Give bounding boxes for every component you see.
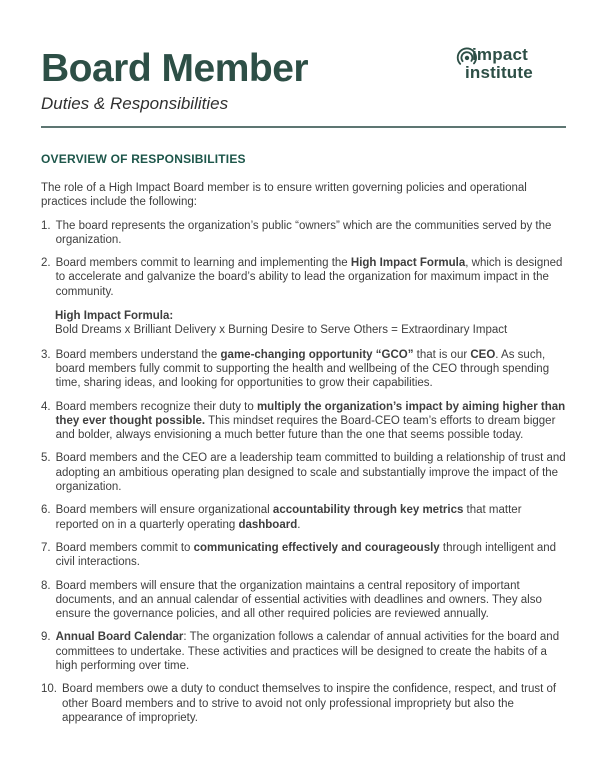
formula-heading: High Impact Formula: bbox=[55, 310, 174, 323]
logo-wordmark-line1: impact bbox=[472, 45, 528, 64]
section-heading: OVERVIEW OF RESPONSIBILITIES bbox=[41, 152, 246, 166]
list-item-text: Board members and the CEO are a leadership team committed to building a relationship of trust and adopting an ambitious operating plan designed to scale and substantially improve the impact of the organization. bbox=[55, 452, 566, 494]
list-item-number: 7. bbox=[41, 541, 51, 554]
list-item bbox=[41, 219, 566, 248]
impact-institute-logo bbox=[456, 46, 552, 82]
formula-block bbox=[55, 309, 566, 338]
list-item-text: Board members will ensure organizational accountability through key metrics that matter reported on in a quarterly operating dashboard. bbox=[55, 504, 522, 531]
list-item-number: 3. bbox=[41, 348, 51, 361]
list-item bbox=[41, 400, 566, 443]
page-title: Board Member bbox=[41, 47, 309, 90]
logo-wordmark-line2: institute bbox=[465, 63, 533, 82]
header bbox=[41, 45, 566, 114]
list-item-text: Board members will ensure that the organization maintains a central repository of important documents, and an annual calendar of essential activities with deadlines and owners. They also ensure the governance policies, and all other required policies are reviewed annually. bbox=[55, 579, 542, 621]
list-item bbox=[41, 348, 566, 391]
list-item bbox=[41, 503, 566, 532]
list-item-number: 4. bbox=[41, 400, 51, 413]
intro-paragraph: The role of a High Impact Board member is to ensure written governing policies and operational practices include the following: bbox=[41, 182, 527, 209]
list-item bbox=[41, 579, 566, 622]
list-item bbox=[41, 682, 566, 725]
list-item-number: 2. bbox=[41, 257, 51, 270]
list-item-text: Board members understand the game-changing opportunity “GCO” that is our CEO. As such, board members fully commit to supporting the health and wellbeing of the CEO through spending time, sharing ideas, and looking for opportunities to grow their capabilities. bbox=[55, 348, 550, 390]
list-item-number: 5. bbox=[41, 452, 51, 465]
list-item-number: 8. bbox=[41, 579, 51, 592]
list-item bbox=[41, 630, 566, 673]
list-item bbox=[41, 451, 566, 494]
ripple-target-icon bbox=[456, 46, 478, 68]
list-item-number: 6. bbox=[41, 504, 51, 517]
list-item-text: Board members recognize their duty to multiply the organization’s impact by aiming higher than they ever thought possible. This mindset requires the Board-CEO team’s efforts to dream bigger and bolder, always envisioning a much better future than the one that seems possible today. bbox=[55, 400, 566, 442]
list-item-text: Board members commit to communicating effectively and courageously through intelligent and civil interactions. bbox=[55, 541, 557, 569]
list-item bbox=[41, 541, 566, 570]
list-item-text: Board members commit to learning and implementing the High Impact Formula, which is designed to accelerate and galvanize the board’s ability to lead the organization for maximum impact in the community. bbox=[55, 257, 563, 298]
responsibilities-list bbox=[41, 219, 566, 726]
list-item-text: Board members owe a duty to conduct themselves to inspire the confidence, respect, and trust of other Board members and to strive to avoid not only professional impropriety but also the appearance of impropriety. bbox=[62, 683, 557, 724]
page-subtitle: Duties & Responsibilities bbox=[41, 94, 229, 113]
list-item-number: 10. bbox=[41, 683, 57, 696]
header-divider bbox=[41, 126, 566, 128]
list-item bbox=[41, 256, 566, 299]
list-item-number: 9. bbox=[41, 631, 51, 644]
list-item-number: 1. bbox=[41, 219, 51, 232]
list-item-text: The board represents the organization’s public “owners” which are the communities served by the organization. bbox=[55, 219, 552, 246]
list-item-text: Annual Board Calendar: The organization follows a calendar of annual activities for the board and committees to undertake. These activities and practices will be designed to create the habits of a high performing over time. bbox=[55, 631, 560, 673]
formula-text: Bold Dreams x Brilliant Delivery x Burning Desire to Serve Others = Extraordinary Impact bbox=[55, 324, 508, 337]
